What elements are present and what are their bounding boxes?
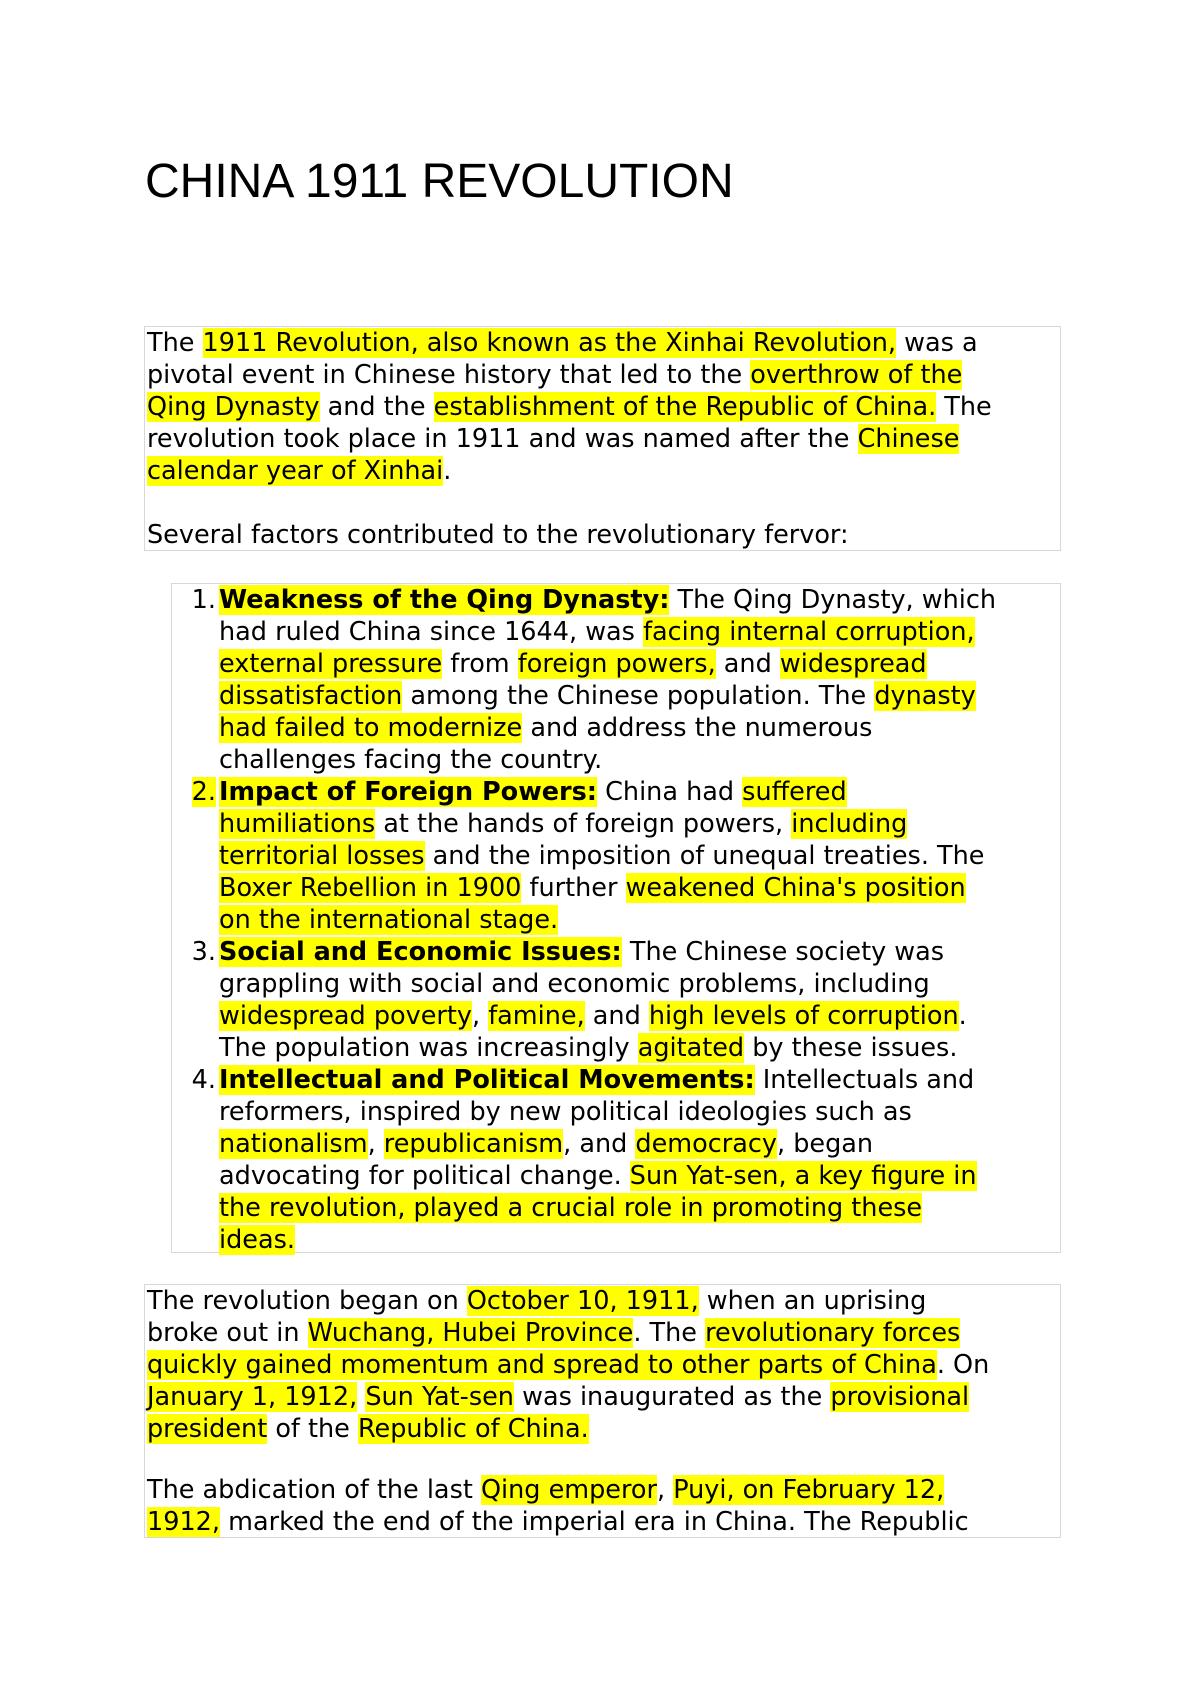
- list-number: 3.: [191, 937, 216, 967]
- text-line: [219, 712, 996, 744]
- text-line: [219, 1224, 996, 1256]
- highlighted-text: Intellectual and Political Movements:: [219, 1065, 755, 1095]
- highlighted-text: quickly gained momentum and spread to other parts of China: [147, 1350, 937, 1380]
- text-line: [219, 1032, 996, 1064]
- text-run: and address the numerous: [522, 713, 873, 743]
- list-number: 4.: [191, 1065, 216, 1095]
- text-run: ,: [471, 1001, 489, 1031]
- highlighted-text: widespread poverty: [219, 1001, 472, 1031]
- text-run: at the hands of foreign powers,: [375, 809, 792, 839]
- factor-item: [172, 584, 997, 776]
- highlighted-text: calendar year of Xinhai: [147, 456, 444, 486]
- text-run: by these issues.: [744, 1033, 958, 1063]
- events-text-box[interactable]: [144, 1284, 1061, 1538]
- text-run: China had: [597, 777, 743, 807]
- text-line: [219, 744, 996, 776]
- text-line: [219, 840, 996, 872]
- highlighted-text: humiliations: [219, 809, 376, 839]
- events-paragraph: [147, 1285, 989, 1445]
- highlighted-text: Wuchang, Hubei Province: [307, 1318, 634, 1348]
- text-run: challenges facing the country.: [219, 745, 603, 775]
- text-line: [147, 423, 992, 455]
- highlighted-text: Puyi, on February 12,: [673, 1475, 945, 1505]
- highlighted-text: external pressure: [219, 649, 443, 679]
- highlighted-text: Sun Yat-sen, a key figure in: [629, 1161, 977, 1191]
- text-run: advocating for political change.: [219, 1161, 630, 1191]
- text-line: [219, 1128, 996, 1160]
- text-line: [147, 455, 992, 487]
- text-line: [219, 1160, 996, 1192]
- highlighted-text: 1912,: [147, 1507, 221, 1537]
- highlighted-text: democracy: [635, 1129, 777, 1159]
- text-run: among the Chinese population. The: [402, 681, 875, 711]
- highlighted-text: including: [791, 809, 908, 839]
- text-line: [147, 359, 992, 391]
- highlighted-text: dissatisfaction: [219, 681, 403, 711]
- highlighted-text: overthrow of the: [750, 360, 963, 390]
- highlighted-text: revolutionary forces: [705, 1318, 961, 1348]
- text-run: further: [521, 873, 626, 903]
- text-line: [219, 872, 996, 904]
- highlighted-text: Chinese: [857, 424, 960, 454]
- text-line: [147, 1506, 969, 1538]
- factors-intro: Several factors contributed to the revolutionary fervor:: [147, 520, 849, 550]
- document-title: CHINA 1911 REVOLUTION: [145, 155, 734, 208]
- text-run: The revolution began on: [147, 1286, 467, 1316]
- text-run: The Chinese society was: [621, 937, 945, 967]
- text-run: The population was increasingly: [219, 1033, 638, 1063]
- factors-list: [172, 584, 997, 1256]
- text-line: [219, 1064, 996, 1096]
- highlighted-text: Boxer Rebellion in 1900: [219, 873, 522, 903]
- text-run: from: [442, 649, 518, 679]
- text-line: [219, 616, 996, 648]
- text-line: [219, 584, 996, 616]
- text-run: marked the end of the imperial era in China. The Republic: [220, 1507, 969, 1537]
- highlighted-text: republicanism: [383, 1129, 564, 1159]
- text-line: [219, 1192, 996, 1224]
- highlighted-text: October 10, 1911,: [466, 1286, 699, 1316]
- highlighted-text: widespread: [779, 649, 927, 679]
- highlighted-text: facing internal corruption,: [643, 617, 975, 647]
- text-run: revolution took place in 1911 and was named after the: [147, 424, 858, 454]
- highlighted-text: the revolution, played a crucial role in promoting these: [219, 1193, 923, 1223]
- highlighted-text: ideas.: [219, 1225, 295, 1255]
- text-run: and the: [319, 392, 434, 422]
- text-line: [219, 1096, 996, 1128]
- text-line: [147, 1474, 969, 1506]
- text-line: [219, 648, 996, 680]
- text-run: and: [715, 649, 780, 679]
- text-line: [147, 1413, 989, 1445]
- text-run: was inaugurated as the: [513, 1382, 831, 1412]
- text-run: of the: [267, 1414, 358, 1444]
- highlighted-text: agitated: [637, 1033, 745, 1063]
- highlighted-text: president: [147, 1414, 268, 1444]
- highlighted-text: 1911 Revolution, also known as the Xinhai Revolution,: [202, 328, 896, 358]
- highlighted-text: Republic of China.: [357, 1414, 589, 1444]
- list-number: 1.: [191, 585, 216, 615]
- text-run: and the imposition of unequal treaties. The: [424, 841, 985, 871]
- text-line: [219, 680, 996, 712]
- text-line: [147, 1317, 989, 1349]
- text-run: ,: [367, 1129, 384, 1159]
- text-run: was a: [895, 328, 978, 358]
- highlighted-text: Qing emperor: [480, 1475, 657, 1505]
- highlighted-text: high levels of corruption: [648, 1001, 959, 1031]
- text-run: , and: [563, 1129, 636, 1159]
- text-line: [147, 1349, 989, 1381]
- highlighted-text: Social and Economic Issues:: [219, 937, 622, 967]
- text-line: [219, 808, 996, 840]
- text-run: and: [584, 1001, 649, 1031]
- highlighted-text: provisional: [830, 1382, 970, 1412]
- highlighted-text: foreign powers,: [517, 649, 716, 679]
- intro-text-box[interactable]: [144, 326, 1061, 551]
- text-run: grappling with social and economic problems, including: [219, 969, 930, 999]
- text-run: . The: [633, 1318, 706, 1348]
- text-line: [219, 776, 996, 808]
- highlighted-text: famine,: [488, 1001, 585, 1031]
- abdication-paragraph: [147, 1474, 969, 1538]
- text-run: The: [936, 392, 992, 422]
- text-run: pivotal event in Chinese history that led to the: [147, 360, 751, 390]
- highlighted-text: Weakness of the Qing Dynasty:: [219, 585, 670, 615]
- highlighted-text: Qing Dynasty: [147, 392, 320, 422]
- text-run: .: [443, 456, 452, 486]
- text-line: [147, 327, 992, 359]
- text-run: reformers, inspired by new political ideologies such as: [219, 1097, 912, 1127]
- text-run: when an uprising: [698, 1286, 927, 1316]
- text-run: The: [147, 328, 203, 358]
- text-run: The Qing Dynasty, which: [669, 585, 997, 615]
- highlighted-text: establishment of the Republic of China.: [433, 392, 937, 422]
- text-run: .: [958, 1001, 967, 1031]
- factor-item: [172, 776, 985, 936]
- text-line: [147, 1381, 989, 1413]
- factor-item: [172, 936, 967, 1064]
- highlighted-text: had failed to modernize: [219, 713, 523, 743]
- highlighted-text: Sun Yat-sen: [365, 1382, 514, 1412]
- text-run: Intellectuals and: [754, 1065, 975, 1095]
- text-line: [219, 968, 996, 1000]
- text-run: ,: [656, 1475, 674, 1505]
- highlighted-text: territorial losses: [219, 841, 425, 871]
- text-line: [147, 1285, 989, 1317]
- highlighted-text: suffered: [742, 777, 847, 807]
- intro-paragraph: [147, 327, 992, 487]
- list-number: 2.: [191, 777, 216, 807]
- factor-item: [172, 1064, 977, 1256]
- text-run: had ruled China since 1644, was: [219, 617, 644, 647]
- highlighted-text: dynasty: [874, 681, 976, 711]
- highlighted-text: on the international stage.: [219, 905, 559, 935]
- text-run: . On: [936, 1350, 990, 1380]
- text-run: broke out in: [147, 1318, 308, 1348]
- text-run: The abdication of the last: [147, 1475, 481, 1505]
- highlighted-text: weakened China's position: [625, 873, 966, 903]
- text-run: , began: [776, 1129, 874, 1159]
- text-line: [147, 391, 992, 423]
- factors-list-box[interactable]: [171, 583, 1061, 1253]
- text-line: [219, 904, 996, 936]
- highlighted-text: nationalism: [219, 1129, 368, 1159]
- text-line: [219, 936, 996, 968]
- highlighted-text: Impact of Foreign Powers:: [219, 777, 598, 807]
- text-line: [219, 1000, 996, 1032]
- highlighted-text: January 1, 1912,: [147, 1382, 358, 1412]
